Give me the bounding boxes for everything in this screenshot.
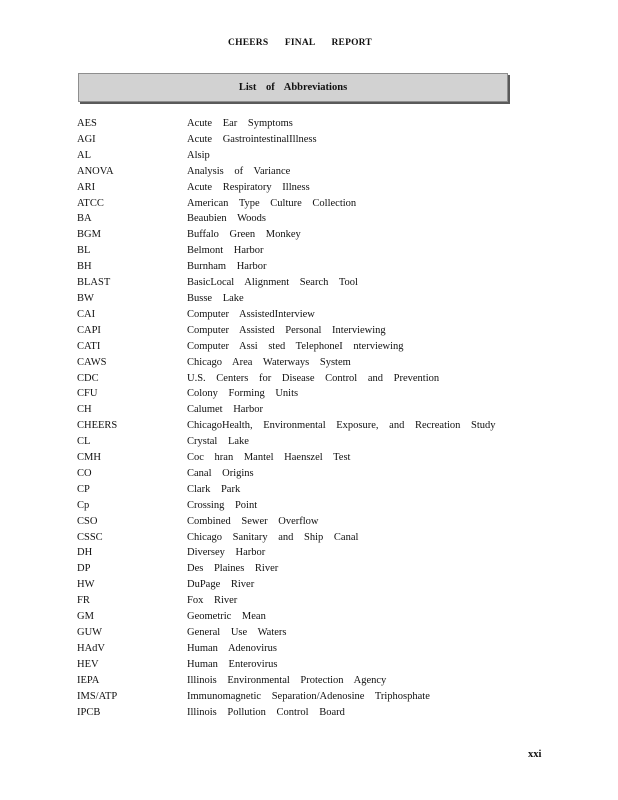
abbreviation-row bbox=[77, 132, 507, 148]
abbreviation-definition: Chicago Sanitary and Ship Canal bbox=[187, 531, 359, 543]
abbreviation-row bbox=[77, 577, 507, 593]
abbreviation-row bbox=[77, 259, 507, 275]
abbreviation-code: CH bbox=[77, 404, 92, 416]
abbreviation-code: BH bbox=[77, 261, 92, 273]
abbreviation-definition: Human Enterovirus bbox=[187, 658, 278, 670]
abbreviation-code: DP bbox=[77, 563, 91, 575]
section-title-box bbox=[78, 73, 508, 102]
abbreviation-code: BL bbox=[77, 245, 91, 257]
abbreviation-code: CO bbox=[77, 467, 92, 479]
abbreviation-definition: Computer AssistedInterview bbox=[187, 308, 315, 320]
abbreviation-row bbox=[77, 211, 507, 227]
abbreviation-definition: U.S. Centers for Disease Control and Prevention bbox=[187, 372, 440, 384]
abbreviation-row bbox=[77, 323, 507, 339]
abbreviation-definition: Computer Assisted Personal Interviewing bbox=[187, 324, 386, 336]
abbreviation-row bbox=[77, 275, 507, 291]
abbreviation-row bbox=[77, 450, 507, 466]
abbreviation-code: BA bbox=[77, 213, 92, 225]
abbreviation-row bbox=[77, 673, 507, 689]
abbreviation-definition: Combined Sewer Overflow bbox=[187, 515, 319, 527]
abbreviation-definition: Human Adenovirus bbox=[187, 642, 277, 654]
abbreviation-code: IPCB bbox=[77, 706, 101, 718]
abbreviation-row bbox=[77, 339, 507, 355]
abbreviation-row bbox=[77, 514, 507, 530]
abbreviation-row bbox=[77, 196, 507, 212]
abbreviation-definition: Acute Ear Symptoms bbox=[187, 118, 293, 129]
abbreviation-row bbox=[77, 355, 507, 371]
abbreviation-code: CSO bbox=[77, 515, 98, 527]
abbreviation-code: CMH bbox=[77, 452, 101, 464]
abbreviation-definition: Fox River bbox=[187, 595, 238, 607]
abbreviation-code: CAWS bbox=[77, 356, 107, 368]
abbreviation-definition: General Use Waters bbox=[187, 627, 287, 638]
abbreviation-definition: Coc hran Mantel Haenszel Test bbox=[187, 452, 351, 464]
abbreviation-row bbox=[77, 705, 507, 721]
abbreviation-definition: American Type Culture Collection bbox=[187, 197, 357, 209]
abbreviation-code: BLAST bbox=[77, 277, 111, 289]
abbreviation-definition: Burnham Harbor bbox=[187, 261, 267, 273]
abbreviation-row bbox=[77, 625, 507, 641]
abbreviation-definition: Geometric Mean bbox=[187, 611, 266, 623]
abbreviation-definition: Analysis of Variance bbox=[187, 165, 291, 177]
abbreviation-definition: Des Plaines River bbox=[187, 563, 279, 575]
abbreviation-code: IEPA bbox=[77, 674, 100, 686]
abbreviation-definition: Alsip bbox=[187, 149, 210, 161]
abbreviation-code: HEV bbox=[77, 658, 99, 670]
abbreviation-row bbox=[77, 657, 507, 673]
abbreviation-row bbox=[77, 530, 507, 546]
abbreviation-definition: Crystal Lake bbox=[187, 436, 249, 448]
abbreviation-code: HW bbox=[77, 579, 95, 591]
abbreviation-row bbox=[77, 116, 507, 132]
abbreviation-row bbox=[77, 386, 507, 402]
abbreviation-definition: DuPage River bbox=[187, 579, 255, 591]
abbreviation-code: HAdV bbox=[77, 642, 105, 654]
abbreviation-row bbox=[77, 243, 507, 259]
abbreviation-definition: Canal Origins bbox=[187, 467, 254, 479]
abbreviation-code: ANOVA bbox=[77, 165, 114, 177]
abbreviation-definition: Belmont Harbor bbox=[187, 245, 264, 257]
abbreviation-row bbox=[77, 593, 507, 609]
abbreviation-code: AL bbox=[77, 149, 91, 161]
abbreviation-definition: Illinois Pollution Control Board bbox=[187, 706, 345, 718]
abbreviation-code: CFU bbox=[77, 388, 98, 400]
abbreviation-definition: Diversey Harbor bbox=[187, 547, 266, 559]
page-number: xxi bbox=[528, 749, 542, 760]
abbreviation-definition: Illinois Environmental Protection Agency bbox=[187, 674, 387, 686]
abbreviation-code: GM bbox=[77, 611, 94, 623]
abbreviation-definition: Clark Park bbox=[187, 483, 241, 495]
abbreviation-row bbox=[77, 498, 507, 514]
abbreviation-list bbox=[77, 116, 507, 720]
abbreviation-code: CATI bbox=[77, 340, 101, 352]
report-header: CHEERS FINAL REPORT bbox=[228, 38, 372, 48]
abbreviation-row bbox=[77, 227, 507, 243]
abbreviation-code: BGM bbox=[77, 229, 101, 241]
abbreviation-row bbox=[77, 689, 507, 705]
abbreviation-row bbox=[77, 609, 507, 625]
abbreviation-row bbox=[77, 561, 507, 577]
abbreviation-definition: Colony Forming Units bbox=[187, 388, 299, 400]
abbreviation-code: GUW bbox=[77, 627, 103, 638]
abbreviation-row bbox=[77, 291, 507, 307]
abbreviation-row bbox=[77, 545, 507, 561]
abbreviation-definition: BasicLocal Alignment Search Tool bbox=[187, 277, 358, 289]
abbreviation-code: ATCC bbox=[77, 197, 104, 209]
abbreviation-code: CL bbox=[77, 436, 91, 448]
abbreviation-row bbox=[77, 482, 507, 498]
abbreviation-definition: Busse Lake bbox=[187, 292, 244, 304]
abbreviation-code: CSSC bbox=[77, 531, 103, 543]
abbreviation-definition: Acute Respiratory Illness bbox=[187, 181, 310, 193]
abbreviation-code: IMS/ATP bbox=[77, 690, 118, 702]
abbreviation-row bbox=[77, 164, 507, 180]
abbreviation-definition: Beaubien Woods bbox=[187, 213, 266, 225]
abbreviation-definition: Crossing Point bbox=[187, 499, 258, 511]
abbreviation-code: Cp bbox=[77, 499, 90, 511]
abbreviation-row bbox=[77, 641, 507, 657]
abbreviation-definition: Calumet Harbor bbox=[187, 404, 263, 416]
abbreviation-row bbox=[77, 402, 507, 418]
abbreviation-row bbox=[77, 307, 507, 323]
abbreviation-code: BW bbox=[77, 292, 94, 304]
abbreviation-definition: Chicago Area Waterways System bbox=[187, 356, 351, 368]
abbreviation-code: CAPI bbox=[77, 324, 101, 336]
abbreviation-row bbox=[77, 148, 507, 164]
abbreviation-code: FR bbox=[77, 595, 90, 607]
abbreviation-row bbox=[77, 371, 507, 387]
abbreviation-row bbox=[77, 434, 507, 450]
abbreviation-code: ARI bbox=[77, 181, 96, 193]
abbreviation-row bbox=[77, 466, 507, 482]
section-title: List of Abbreviations bbox=[238, 82, 348, 93]
abbreviation-code: AES bbox=[77, 118, 97, 129]
abbreviation-definition: ChicagoHealth, Environmental Exposure, and Recreation Study bbox=[187, 420, 496, 432]
abbreviation-code: CHEERS bbox=[77, 420, 118, 432]
abbreviation-definition: Acute GastrointestinalIllness bbox=[187, 133, 317, 145]
abbreviation-code: CAI bbox=[77, 308, 96, 320]
abbreviation-row bbox=[77, 418, 507, 434]
abbreviation-definition: Buffalo Green Monkey bbox=[187, 229, 301, 241]
abbreviation-code: DH bbox=[77, 547, 93, 559]
abbreviation-row bbox=[77, 180, 507, 196]
abbreviation-definition: Immunomagnetic Separation/Adenosine Triphosphate bbox=[187, 690, 430, 702]
abbreviation-code: AGI bbox=[77, 133, 96, 145]
abbreviation-code: CP bbox=[77, 483, 90, 495]
abbreviation-definition: Computer Assi sted TelephoneI nterviewing bbox=[187, 340, 404, 352]
abbreviation-code: CDC bbox=[77, 372, 99, 384]
